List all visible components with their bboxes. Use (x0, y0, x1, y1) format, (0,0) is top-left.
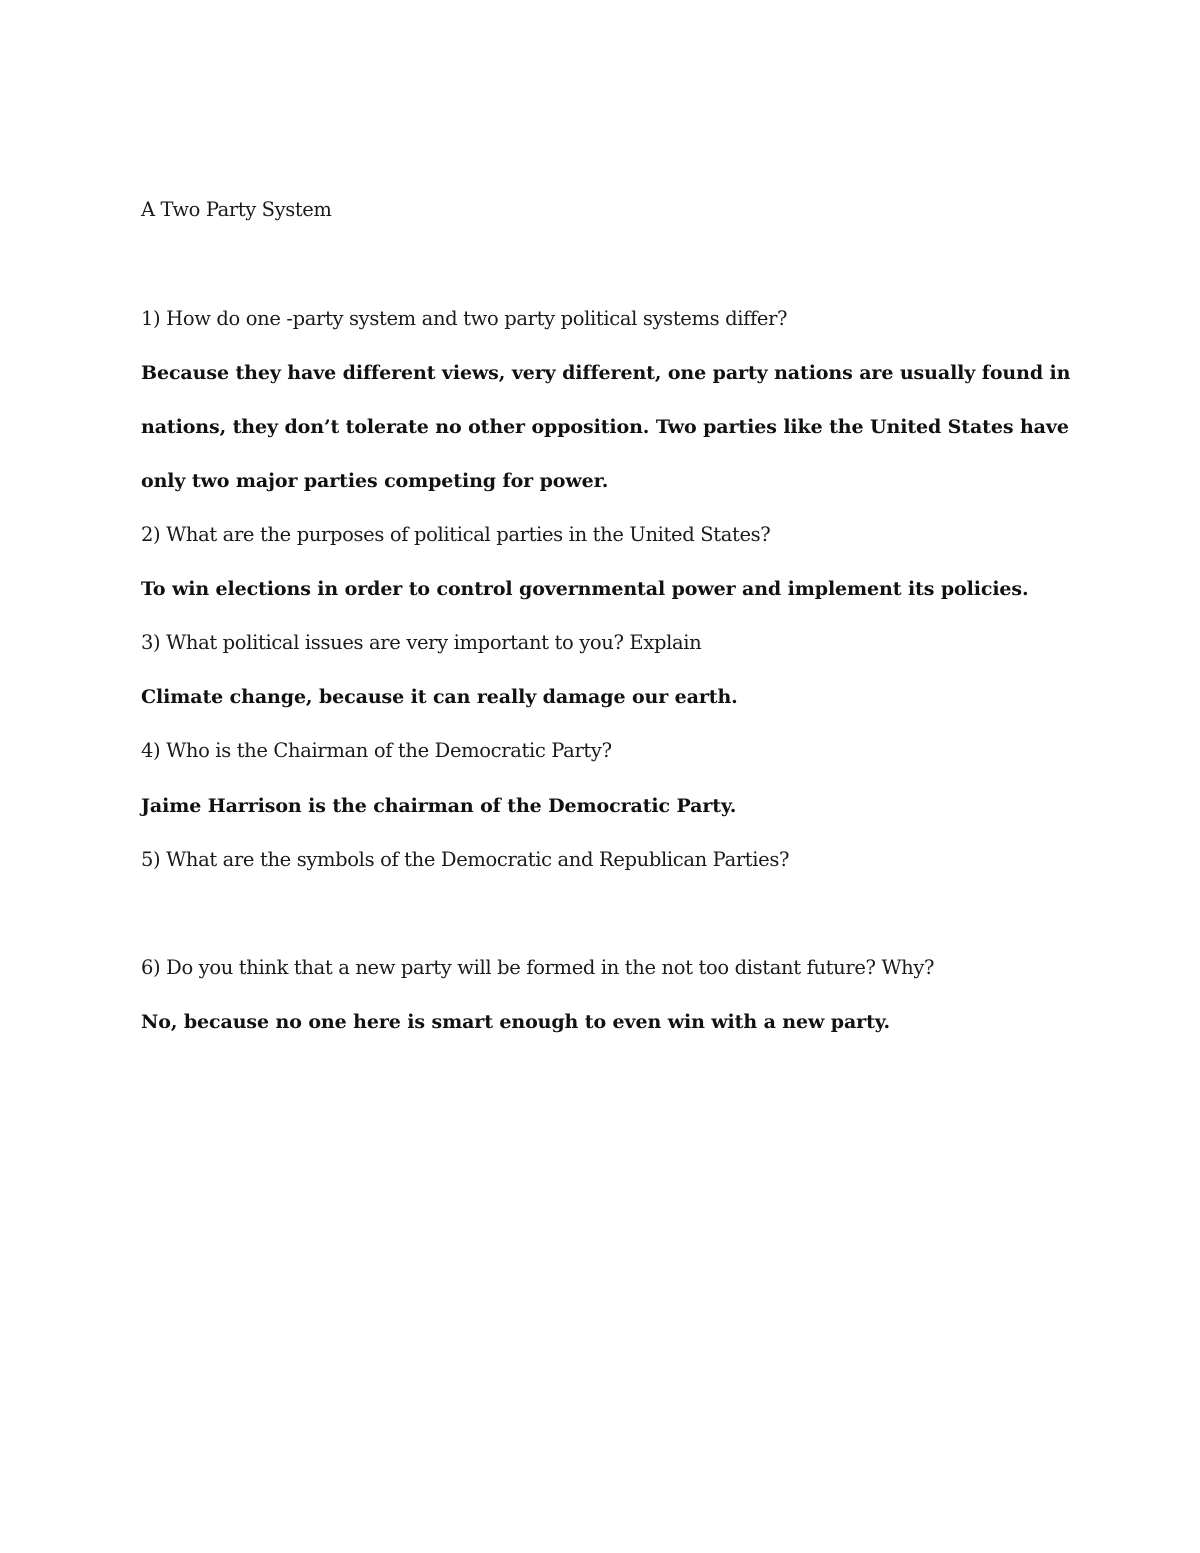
question-5: 5) What are the symbols of the Democratic and Republican Parties? (141, 848, 790, 871)
answer-1-line-3: only two major parties competing for power. (141, 470, 609, 492)
question-2: 2) What are the purposes of political parties in the United States? (141, 523, 771, 546)
answer-1-line-2: nations, they don’t tolerate no other opposition. Two parties like the United States have (141, 416, 1069, 438)
question-3: 3) What political issues are very important to you? Explain (141, 631, 702, 654)
answer-3: Climate change, because it can really damage our earth. (141, 686, 738, 708)
question-6: 6) Do you think that a new party will be formed in the not too distant future? Why? (141, 956, 935, 979)
answer-2: To win elections in order to control governmental power and implement its policies. (141, 578, 1029, 600)
answer-1-line-1: Because they have different views, very different, one party nations are usually found in (141, 362, 1071, 384)
answer-6: No, because no one here is smart enough to even win with a new party. (141, 1011, 891, 1033)
question-4: 4) Who is the Chairman of the Democratic Party? (141, 739, 612, 762)
question-1: 1) How do one -party system and two party political systems differ? (141, 307, 788, 330)
document-title: A Two Party System (141, 198, 332, 221)
answer-4: Jaime Harrison is the chairman of the Democratic Party. (141, 795, 737, 817)
